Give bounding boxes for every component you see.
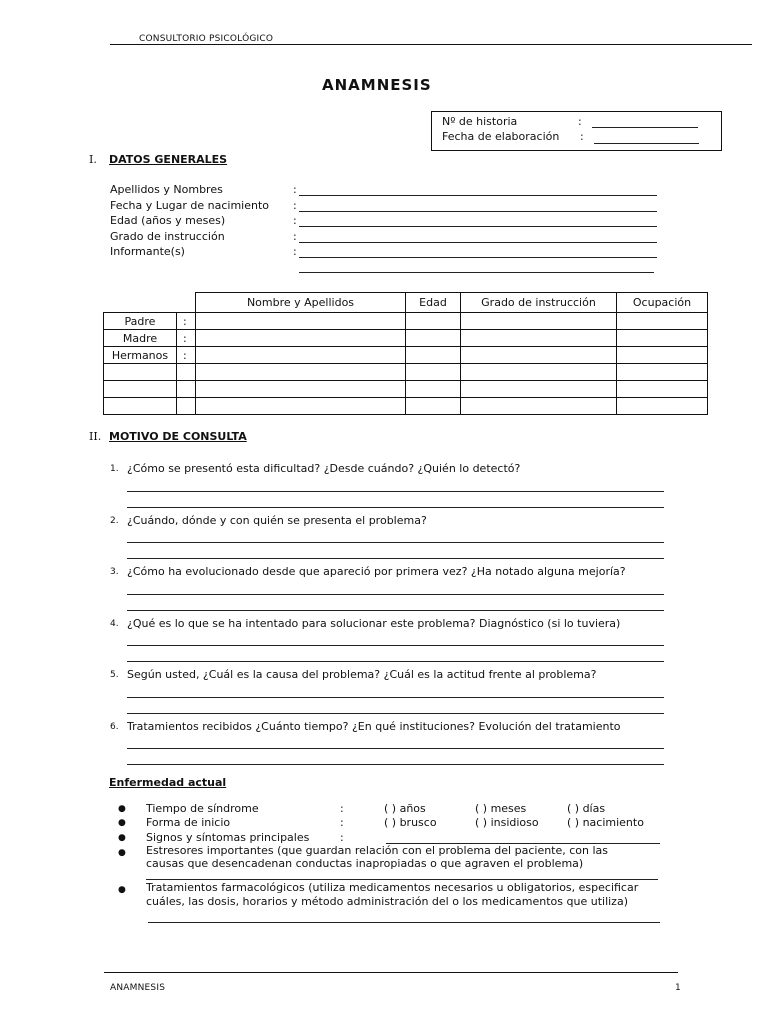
question-number: 3. bbox=[110, 567, 119, 577]
field-line-education[interactable] bbox=[299, 242, 657, 243]
question-text: ¿Cómo ha evolucionado desde que apareció por primera vez? ¿Ha notado alguna mejoría? bbox=[127, 565, 626, 578]
syndrome-time-label: Tiempo de síndrome bbox=[146, 802, 259, 815]
answer-line[interactable] bbox=[127, 697, 664, 698]
table-cell[interactable] bbox=[617, 398, 708, 415]
header-rule bbox=[110, 44, 752, 45]
history-number-colon: : bbox=[578, 115, 582, 128]
row-label-mother: Madre bbox=[104, 330, 177, 347]
family-table-header bbox=[104, 293, 708, 313]
table-cell[interactable] bbox=[196, 313, 406, 330]
table-cell[interactable] bbox=[406, 364, 461, 381]
table-row bbox=[104, 381, 708, 398]
section2-number: II. bbox=[89, 430, 102, 443]
answer-line[interactable] bbox=[127, 507, 664, 508]
option-months[interactable]: ( ) meses bbox=[475, 802, 527, 815]
row-colon bbox=[177, 398, 196, 415]
footer-rule bbox=[104, 972, 678, 973]
table-cell[interactable] bbox=[461, 347, 617, 364]
family-table bbox=[103, 292, 708, 415]
elaboration-date-colon: : bbox=[580, 130, 584, 143]
bullet-icon: ● bbox=[118, 885, 126, 895]
field-line-names[interactable] bbox=[299, 195, 657, 196]
table-cell[interactable] bbox=[406, 347, 461, 364]
column-header-education: Grado de instrucción bbox=[461, 293, 617, 313]
stressors-field[interactable] bbox=[146, 879, 658, 880]
field-label-names: Apellidos y Nombres bbox=[110, 183, 223, 196]
syndrome-time-colon: : bbox=[340, 802, 344, 815]
table-cell[interactable] bbox=[406, 398, 461, 415]
column-header-age: Edad bbox=[406, 293, 461, 313]
field-line-informant[interactable] bbox=[299, 257, 657, 258]
onset-form-colon: : bbox=[340, 816, 344, 829]
table-row bbox=[104, 398, 708, 415]
answer-line[interactable] bbox=[127, 558, 664, 559]
pharmacological-field[interactable] bbox=[148, 922, 660, 923]
header-org: CONSULTORIO PSICOLÓGICO bbox=[139, 34, 274, 44]
field-colon-informant: : bbox=[293, 245, 297, 258]
table-cell[interactable] bbox=[196, 330, 406, 347]
answer-line[interactable] bbox=[127, 610, 664, 611]
question-text: ¿Cómo se presentó esta dificultad? ¿Desde cuándo? ¿Quién lo detectó? bbox=[127, 462, 521, 475]
question-number: 2. bbox=[110, 516, 119, 526]
table-cell[interactable] bbox=[461, 330, 617, 347]
answer-line[interactable] bbox=[127, 491, 664, 492]
table-cell[interactable] bbox=[617, 313, 708, 330]
row-colon: : bbox=[177, 313, 196, 330]
page-number: 1 bbox=[675, 983, 681, 993]
field-colon-education: : bbox=[293, 230, 297, 243]
question-text: ¿Cuándo, dónde y con quién se presenta el problema? bbox=[127, 514, 427, 527]
answer-line[interactable] bbox=[127, 713, 664, 714]
table-cell[interactable] bbox=[196, 347, 406, 364]
option-insidious[interactable]: ( ) insidioso bbox=[475, 816, 539, 829]
column-header-name: Nombre y Apellidos bbox=[196, 293, 406, 313]
answer-line[interactable] bbox=[127, 661, 664, 662]
table-cell[interactable] bbox=[617, 364, 708, 381]
bullet-icon: ● bbox=[118, 804, 126, 814]
field-label-birth: Fecha y Lugar de nacimiento bbox=[110, 199, 270, 212]
footer-title: ANAMNESIS bbox=[110, 983, 166, 993]
bullet-icon: ● bbox=[118, 848, 126, 858]
row-colon bbox=[177, 364, 196, 381]
history-number-field[interactable] bbox=[592, 127, 698, 128]
row-label[interactable] bbox=[104, 364, 177, 381]
section1-title: DATOS GENERALES bbox=[109, 153, 228, 166]
row-colon: : bbox=[177, 330, 196, 347]
field-colon-age: : bbox=[293, 214, 297, 227]
table-cell[interactable] bbox=[196, 398, 406, 415]
question-number: 6. bbox=[110, 722, 119, 732]
question-number: 4. bbox=[110, 619, 119, 629]
table-cell[interactable] bbox=[406, 381, 461, 398]
table-row bbox=[104, 330, 708, 347]
question-text: Tratamientos recibidos ¿Cuánto tiempo? ¿En qué instituciones? Evolución del tratamiento bbox=[127, 720, 621, 733]
table-row bbox=[104, 313, 708, 330]
column-header-occupation: Ocupación bbox=[617, 293, 708, 313]
elaboration-date-label: Fecha de elaboración bbox=[442, 130, 560, 143]
table-cell[interactable] bbox=[461, 381, 617, 398]
section1-number: I. bbox=[89, 153, 97, 166]
table-cell[interactable] bbox=[617, 347, 708, 364]
field-label-education: Grado de instrucción bbox=[110, 230, 225, 243]
field-label-informant: Informante(s) bbox=[110, 245, 185, 258]
field-colon-names: : bbox=[293, 183, 297, 196]
option-years[interactable]: ( ) años bbox=[384, 802, 426, 815]
row-label-siblings: Hermanos bbox=[104, 347, 177, 364]
onset-form-label: Forma de inicio bbox=[146, 816, 231, 829]
pharmacological-text-line1: Tratamientos farmacológicos (utiliza medicamentos necesarios u obligatorios, especificar bbox=[146, 881, 639, 894]
bullet-icon: ● bbox=[118, 818, 126, 828]
elaboration-date-field[interactable] bbox=[594, 143, 699, 144]
table-cell[interactable] bbox=[617, 330, 708, 347]
answer-line[interactable] bbox=[127, 542, 664, 543]
table-cell[interactable] bbox=[196, 364, 406, 381]
field-line-age[interactable] bbox=[299, 226, 657, 227]
row-label-father: Padre bbox=[104, 313, 177, 330]
table-row bbox=[104, 364, 708, 381]
field-label-age: Edad (años y meses) bbox=[110, 214, 226, 227]
option-sudden[interactable]: ( ) brusco bbox=[384, 816, 437, 829]
table-cell[interactable] bbox=[406, 313, 461, 330]
signs-symptoms-label: Signos y síntomas principales bbox=[146, 831, 310, 844]
field-line-birth[interactable] bbox=[299, 211, 657, 212]
question-number: 1. bbox=[110, 464, 119, 474]
question-number: 5. bbox=[110, 670, 119, 680]
answer-line[interactable] bbox=[127, 594, 664, 595]
question-text: ¿Qué es lo que se ha intentado para solucionar este problema? Diagnóstico (si lo tuviera) bbox=[127, 617, 621, 630]
page-title: ANAMNESIS bbox=[322, 76, 432, 94]
stressors-text-line2: causas que desencadenan conductas inapropiadas o que agraven el problema) bbox=[146, 857, 584, 870]
table-cell[interactable] bbox=[406, 330, 461, 347]
history-number-label: Nº de historia bbox=[442, 115, 518, 128]
row-label[interactable] bbox=[104, 398, 177, 415]
bullet-icon: ● bbox=[118, 833, 126, 843]
row-colon bbox=[177, 381, 196, 398]
table-cell[interactable] bbox=[461, 398, 617, 415]
table-cell[interactable] bbox=[461, 364, 617, 381]
pharmacological-text-line2: cuáles, las dosis, horarios y método administración del o los medicamentos que utiliza) bbox=[146, 895, 628, 908]
row-label[interactable] bbox=[104, 381, 177, 398]
signs-symptoms-colon: : bbox=[340, 831, 344, 844]
option-days[interactable]: ( ) días bbox=[567, 802, 606, 815]
answer-line[interactable] bbox=[127, 645, 664, 646]
section2-title: MOTIVO DE CONSULTA bbox=[109, 430, 247, 443]
current-illness-title: Enfermedad actual bbox=[109, 776, 227, 789]
table-cell[interactable] bbox=[617, 381, 708, 398]
option-birth[interactable]: ( ) nacimiento bbox=[567, 816, 644, 829]
answer-line[interactable] bbox=[127, 764, 664, 765]
table-row bbox=[104, 347, 708, 364]
row-colon: : bbox=[177, 347, 196, 364]
field-colon-birth: : bbox=[293, 199, 297, 212]
stressors-text-line1: Estresores importantes (que guardan relación con el problema del paciente, con las bbox=[146, 844, 609, 857]
answer-line[interactable] bbox=[127, 748, 664, 749]
table-cell[interactable] bbox=[196, 381, 406, 398]
table-cell[interactable] bbox=[461, 313, 617, 330]
question-text: Según usted, ¿Cuál es la causa del problema? ¿Cuál es la actitud frente al problema? bbox=[127, 668, 597, 681]
field-line-informant-2[interactable] bbox=[299, 272, 654, 273]
